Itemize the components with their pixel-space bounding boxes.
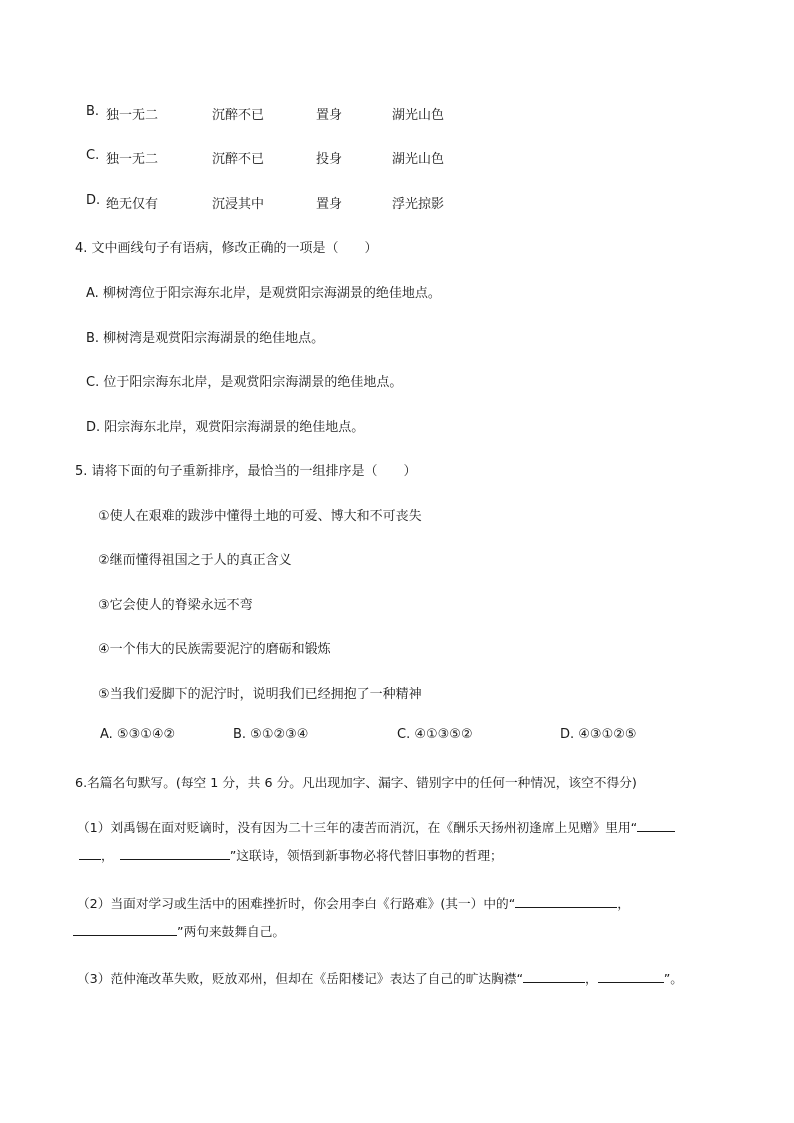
q6-part1-line2 — [79, 845, 503, 864]
option-word-4: 湖光山色 — [392, 152, 445, 167]
option-word-1: 绝无仅有 — [106, 197, 159, 212]
answer-blank-1[interactable] — [637, 818, 675, 832]
q5-sentence-1: ①使人在艰难的跋涉中懂得土地的可爱、博大和不可丧失 — [98, 509, 422, 524]
q6-part3-tail: ”。 — [663, 971, 683, 986]
q6-part1-separator: ， — [101, 848, 114, 863]
q6-part1-text: （1）刘禹锡在面对贬谪时，没有因为二十三年的凄苦而消沉，在《酬乐天扬州初逢席上见赠》里用“ — [77, 820, 638, 835]
q5-stem: 5. 请将下面的句子重新排序，最恰当的一组排序是（ ） — [75, 464, 417, 479]
q4-option-b: B. 柳树湾是观赏阳宗海湖景的绝佳地点。 — [86, 331, 325, 346]
q5-answer-d: D. ④③①②⑤ — [560, 727, 637, 742]
q6-part1-tail: ”这联诗，领悟到新事物必将代替旧事物的哲理； — [229, 848, 503, 863]
q6-part1-line1 — [77, 817, 675, 836]
q5-sentence-3: ③它会使人的脊梁永远不弯 — [98, 598, 253, 613]
q4-option-a: A. 柳树湾位于阳宗海东北岸，是观赏阳宗海湖景的绝佳地点。 — [86, 286, 441, 301]
q5-answer-c: C. ④①③⑤② — [397, 727, 473, 742]
q6-part2-tail: ”两句来鼓舞自己。 — [177, 924, 286, 939]
option-word-1: 独一无二 — [106, 152, 159, 167]
option-label: D. — [86, 193, 101, 208]
option-word-3: 置身 — [316, 197, 343, 212]
option-word-2: 沉醉不已 — [212, 108, 265, 123]
q4-option-c: C. 位于阳宗海东北岸，是观赏阳宗海湖景的绝佳地点。 — [86, 375, 403, 390]
q5-sentence-2: ②继而懂得祖国之于人的真正含义 — [98, 553, 292, 568]
option-word-4: 湖光山色 — [392, 108, 445, 123]
q6-part2-text: （2）当面对学习或生活中的困难挫折时，你会用李白《行路难》(其一）中的“ — [77, 896, 516, 911]
q4-stem: 4. 文中画线句子有语病，修改正确的一项是（ ） — [75, 241, 378, 256]
q6-part2-separator: ， — [617, 896, 630, 911]
q6-part3-text: （3）范仲淹改革失败，贬放邓州，但却在《岳阳楼记》表达了自己的旷达胸襟“ — [77, 971, 524, 986]
answer-blank-4[interactable] — [73, 922, 177, 936]
answer-blank-1-cont[interactable] — [79, 846, 101, 860]
answer-blank-6[interactable] — [598, 969, 664, 983]
q6-part3-separator: ， — [585, 971, 598, 986]
option-word-3: 置身 — [316, 108, 343, 123]
q4-option-d: D. 阳宗海东北岸，观赏阳宗海湖景的绝佳地点。 — [86, 420, 365, 435]
answer-blank-3[interactable] — [515, 894, 617, 908]
q5-answer-a: A. ⑤③①④② — [100, 727, 176, 742]
option-label: C. — [86, 148, 100, 163]
option-word-2: 沉浸其中 — [212, 197, 265, 212]
q5-sentence-5: ⑤当我们爱脚下的泥泞时，说明我们已经拥抱了一种精神 — [98, 687, 422, 702]
option-label: B. — [86, 104, 100, 119]
q6-part3-line — [77, 968, 683, 987]
option-word-4: 浮光掠影 — [392, 197, 445, 212]
option-word-1: 独一无二 — [106, 108, 159, 123]
option-word-3: 投身 — [316, 152, 343, 167]
q6-part2-line1 — [77, 893, 630, 912]
q6-part2-line2 — [73, 921, 285, 940]
answer-blank-2[interactable] — [120, 846, 230, 860]
q5-answer-b: B. ⑤①②③④ — [233, 727, 309, 742]
q5-sentence-4: ④一个伟大的民族需要泥泞的磨砺和锻炼 — [98, 642, 331, 657]
answer-blank-5[interactable] — [523, 969, 585, 983]
option-word-2: 沉醉不已 — [212, 152, 265, 167]
q6-stem: 6.名篇名句默写。(每空 1 分，共 6 分。凡出现加字、漏字、错别字中的任何一种情况，该空不得分) — [75, 775, 637, 790]
